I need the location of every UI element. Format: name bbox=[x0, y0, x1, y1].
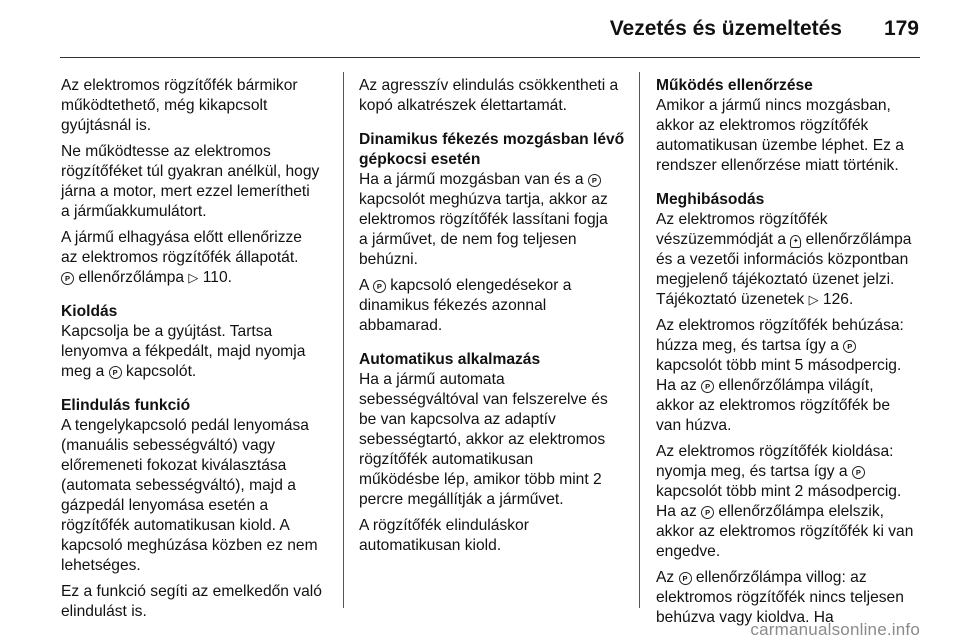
text-line: gázpedál lenyomása esetén a bbox=[61, 497, 269, 514]
section-heading: Kioldás bbox=[61, 303, 118, 320]
paragraph bbox=[359, 516, 627, 556]
parking-brake-icon: P bbox=[61, 272, 74, 285]
text-line: sebességváltóval van felszerelve és bbox=[359, 391, 608, 408]
parking-brake-icon: P bbox=[843, 340, 856, 353]
text-line: Az elektromos rögzítőfék behúzása: bbox=[656, 317, 904, 334]
paragraph: Az elektromos rögzítőfék vészüzemmódját a ✦ ellenőrzőlámpa és a vezetői információs központban megjelenő tájékoztató üzenet jelzi. Tájékoztató üzenetek ▷ 126. bbox=[656, 210, 926, 310]
parking-brake-icon: P bbox=[679, 572, 692, 585]
text-line: dinamikus fékezés azonnal bbox=[359, 297, 547, 314]
ref-arrow-icon: ▷ bbox=[188, 270, 199, 285]
text-line: akkor az elektromos rögzítőfék bbox=[656, 117, 869, 134]
text-line: Ne működtesse az elektromos bbox=[61, 143, 271, 160]
text-line: kapcsolót meghúzva tartja, akkor az bbox=[359, 191, 608, 208]
paragraph bbox=[61, 416, 333, 576]
page-ref-link[interactable]: 126. bbox=[822, 291, 854, 308]
text-line: percre megállítják a járművet. bbox=[359, 491, 564, 508]
text-line: abbamarad. bbox=[359, 317, 443, 334]
text-line: rögzítőfék automatikusan kiold. A bbox=[61, 517, 290, 534]
paragraph bbox=[61, 76, 333, 136]
page-number: 179 bbox=[883, 17, 919, 40]
text-line: Az elektromos rögzítőfék kioldása: bbox=[656, 443, 894, 460]
text-line: engedve. bbox=[656, 543, 721, 560]
text-line: Amikor a jármű nincs mozgásban, bbox=[656, 97, 891, 114]
text-line: járna a motor, mert ezzel lemerítheti bbox=[61, 183, 310, 200]
text-line: kopó alkatrészek élettartamát. bbox=[359, 97, 568, 114]
parking-brake-icon: P bbox=[701, 506, 714, 519]
paragraph bbox=[656, 96, 926, 176]
parking-brake-icon: P bbox=[109, 366, 122, 379]
paragraph: Az elektromos rögzítőfék behúzása: húzza meg, és tartsa így a P kapcsolót több mint 5 másodpercig. Ha az P ellenőrzőlámpa világít, akkor az elektromos rögzítőfék be van húzva. bbox=[656, 316, 926, 436]
paragraph: Az elektromos rögzítőfék kioldása: nyomja meg, és tartsa így a P kapcsolót több mint 2 másodpercig. Ha az P ellenőrzőlámpa elelszik, akkor az elektromos rögzítőfék ki van engedve. bbox=[656, 442, 926, 562]
parking-brake-icon: P bbox=[588, 174, 601, 187]
text-line: Ha a jármű automata bbox=[359, 371, 505, 388]
text-line: és a vezetői információs központban bbox=[656, 251, 909, 268]
page-header bbox=[0, 0, 960, 58]
section-heading bbox=[359, 130, 627, 170]
column-divider-1 bbox=[343, 72, 344, 608]
text-line: elindulást is. bbox=[61, 603, 147, 620]
header-divider bbox=[60, 57, 920, 58]
parking-brake-icon: P bbox=[701, 380, 714, 393]
ref-arrow-icon: ▷ bbox=[808, 292, 819, 307]
paragraph bbox=[359, 370, 627, 510]
section-heading: Elindulás funkció bbox=[61, 397, 191, 414]
text-line: akkor az elektromos rögzítőfék ki van bbox=[656, 523, 914, 540]
paragraph bbox=[61, 582, 333, 622]
text-line: rendszer ellenőrzése miatt történik. bbox=[656, 157, 899, 174]
text-line: megjelenő tájékoztató üzenet jelzi. bbox=[656, 271, 895, 288]
chapter-title: Vezetés és üzemeltetés bbox=[609, 17, 842, 40]
text-line: gépkocsi esetén bbox=[359, 151, 481, 168]
text-line: a járművet, de nem fog teljesen bbox=[359, 231, 577, 248]
text-line: kapcsoló meghúzása közben ez nem bbox=[61, 537, 318, 554]
text-line: kapcsolót több mint 2 másodpercig. bbox=[656, 483, 902, 500]
text-line: a járműakkumulátort. bbox=[61, 203, 207, 220]
text-line: sebességtartó, akkor az elektromos bbox=[359, 431, 606, 448]
text-line: kapcsolót több mint 5 másodpercig. bbox=[656, 357, 902, 374]
text-line: automatikusan kiold. bbox=[359, 537, 502, 554]
text-line: Kapcsolja be a gyújtást. Tartsa bbox=[61, 323, 273, 340]
column-2 bbox=[359, 76, 627, 562]
text-line: gyújtásnál is. bbox=[61, 117, 152, 134]
column-divider-2 bbox=[639, 72, 640, 608]
text-line: akkor az elektromos rögzítőfék be bbox=[656, 397, 891, 414]
page-ref-link[interactable]: 110. bbox=[202, 269, 232, 286]
column-1 bbox=[61, 76, 333, 628]
text-line: Az agresszív elindulás csökkentheti a bbox=[359, 77, 619, 94]
paragraph: A P kapcsoló elengedésekor a dinamikus fékezés azonnal abbamarad. bbox=[359, 276, 627, 336]
text-line: elektromos rögzítőfék lassítani fogja bbox=[359, 211, 608, 228]
text-line: (automata sebességváltó), majd a bbox=[61, 477, 296, 494]
text-line: van húzva. bbox=[656, 417, 732, 434]
paragraph: A jármű elhagyása előtt ellenőrizze az elektromos rögzítőfék állapotát. P ellenőrzőlámpa ▷ 110. bbox=[61, 228, 333, 288]
parking-brake-icon: P bbox=[852, 466, 865, 479]
text-line: rögzítőféket túl gyakran anélkül, hogy bbox=[61, 163, 320, 180]
text-line: be van kapcsolva az adaptív bbox=[359, 411, 556, 428]
paragraph: Ha a jármű mozgásban van és a P kapcsolót meghúzva tartja, akkor az elektromos rögzítőfék lassítani fogja a járművet, de nem fog teljesen behúzni. bbox=[359, 170, 627, 270]
text-line: Dinamikus fékezés mozgásban lévő bbox=[359, 131, 625, 148]
section-heading: Meghibásodás bbox=[656, 191, 765, 208]
text-line: (manuális sebességváltó) vagy bbox=[61, 437, 276, 454]
text-line: behúzva vagy kioldva. Ha bbox=[656, 609, 834, 626]
paragraph bbox=[359, 76, 627, 116]
column-3 bbox=[656, 76, 926, 634]
text-line: A tengelykapcsoló pedál lenyomása bbox=[61, 417, 309, 434]
text-line: A jármű elhagyása előtt ellenőrizze bbox=[61, 229, 302, 246]
text-line: előremeneti fokozat kiválasztása bbox=[61, 457, 287, 474]
section-heading: Működés ellenőrzése bbox=[656, 77, 813, 94]
text-line: automatikusan üzembe léphet. Ez a bbox=[656, 137, 904, 154]
text-line: lehetséges. bbox=[61, 557, 141, 574]
paragraph: Kapcsolja be a gyújtást. Tartsa lenyomva a fékpedált, majd nyomja meg a P kapcsolót. bbox=[61, 322, 333, 382]
service-icon: ✦ bbox=[790, 235, 801, 248]
text-line: működtethető, még kikapcsolt bbox=[61, 97, 268, 114]
text-line: az elektromos rögzítőfék állapotát. bbox=[61, 249, 299, 266]
text-line: Az elektromos rögzítőfék bbox=[656, 211, 828, 228]
text-line: rögzítőfék automatikusan bbox=[359, 451, 534, 468]
text-line: behúzni. bbox=[359, 251, 418, 268]
watermark: carmanualsonline.info bbox=[750, 620, 920, 639]
text-line: Ez a funkció segíti az emelkedőn való bbox=[61, 583, 322, 600]
text-line: elektromos rögzítőfék nincs teljesen bbox=[656, 589, 904, 606]
section-heading: Automatikus alkalmazás bbox=[359, 351, 541, 368]
text-line: működésbe lép, amikor több mint 2 bbox=[359, 471, 602, 488]
text-line: Az elektromos rögzítőfék bármikor bbox=[61, 77, 298, 94]
paragraph bbox=[61, 142, 333, 222]
text-line: lenyomva a fékpedált, majd nyomja bbox=[61, 343, 306, 360]
parking-brake-icon: P bbox=[373, 280, 386, 293]
text-line: A rögzítőfék elinduláskor bbox=[359, 517, 529, 534]
paragraph: Az P ellenőrzőlámpa villog: az elektromos rögzítőfék nincs teljesen behúzva vagy kioldva. Ha bbox=[656, 568, 926, 628]
